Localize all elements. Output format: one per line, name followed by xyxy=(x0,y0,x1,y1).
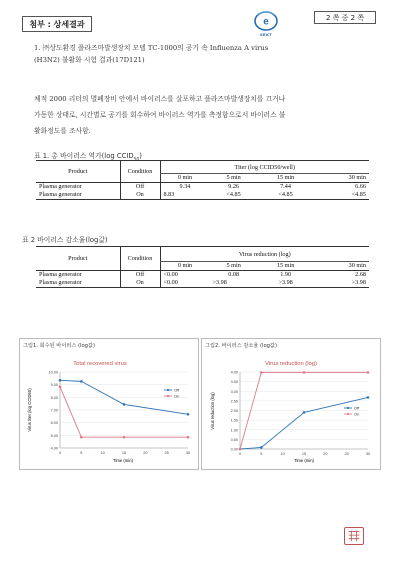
chart1-ytick-label: 8.00 xyxy=(50,395,58,400)
chart1-point-off xyxy=(123,403,126,406)
table2-time-header: 30 min xyxy=(348,262,366,270)
chart1-xtick-label: 10 xyxy=(100,451,105,455)
chart1-ytick-label: 5.00 xyxy=(50,433,58,438)
svg-text:e: e xyxy=(263,16,269,28)
chart2-ytick-label: 2.50 xyxy=(230,399,238,404)
body-line2: 가동한 상태로, 시간별로 공기를 회수하여 바이러스 역가를 측정함으로서 바이러스 불 xyxy=(34,111,286,119)
body-line3: 활화정도를 조사함. xyxy=(34,127,91,135)
krict-logo-icon xyxy=(253,8,279,34)
chart2-xtick-label: 10 xyxy=(280,452,285,456)
chart1-legend-label: Off xyxy=(174,387,180,393)
chart2-title: Virus reduction (log) xyxy=(265,361,317,367)
chart1-ytick-label: 6.00 xyxy=(50,421,58,426)
chart1-ytick-label: 7.00 xyxy=(50,408,58,413)
chart1-point-off xyxy=(187,413,190,416)
table-row xyxy=(36,279,369,288)
chart2-ylabel: Virus reduction (log) xyxy=(210,392,215,430)
chart2-point-on xyxy=(367,371,370,374)
chart1-title: Total recovered virus xyxy=(73,361,127,367)
table1-time-header: 15 min xyxy=(276,174,295,182)
table1-time-header: 0 min xyxy=(160,174,209,183)
logo-text: KRICT xyxy=(260,33,272,37)
body-line1: 체적 2000 리터의 멸폐장비 안에서 바이러스를 살포하고 플라즈마발생장치를 끄거나 xyxy=(34,95,286,103)
table2 xyxy=(36,246,369,288)
table2-cell-value: 0.08 xyxy=(228,271,240,278)
chart2-ytick-label: 1.50 xyxy=(230,418,238,423)
chart1-xtick-label: 5 xyxy=(80,451,83,455)
table2-cell-value: <0.00 xyxy=(160,270,210,279)
chart2-xtick-label: 20 xyxy=(323,452,328,456)
table2-time-header: 0 min xyxy=(160,262,210,271)
chart1-ylabel: Virus titer (log CCID50) xyxy=(27,388,32,432)
chart1-caption: 그림1. 회수된 바이러스 (log값) xyxy=(23,343,95,349)
chart2-legend-label: On xyxy=(354,411,360,417)
table1-group-header: Titer (log CCID50/well) xyxy=(160,161,369,174)
chart2-point-off xyxy=(367,396,370,399)
table1-header-condition: Condition xyxy=(120,161,160,183)
chart1-point-on xyxy=(187,436,190,439)
table2-caption: 표 2 바이러스 감소율(log값) xyxy=(22,236,108,244)
table1-cell-value: 9.26 xyxy=(228,183,239,190)
chart2-ytick-label: 3.00 xyxy=(230,389,238,394)
table1-time-header: 30 min xyxy=(348,174,366,182)
chart2-legend-label: Off xyxy=(354,405,360,411)
chart1-point-off xyxy=(80,380,83,383)
chart2-ytick-label: 2.00 xyxy=(230,409,238,413)
table1-cell-condition: On xyxy=(120,191,160,200)
table1-cell-product: Plasma generator xyxy=(39,183,82,190)
chart1-svg xyxy=(20,339,200,471)
table1-header-product: Product xyxy=(68,167,88,175)
table1-cell-product: Plasma generator xyxy=(39,191,82,198)
table2-cell-product: Plasma generator xyxy=(39,271,82,278)
chart1-point-on xyxy=(59,386,62,389)
chart2-ytick-label: 1.00 xyxy=(230,428,238,433)
table1-cell-value: 7.44 xyxy=(280,183,291,190)
chart2-xtick-label: 25 xyxy=(344,452,349,456)
chart1-legend-marker xyxy=(167,395,169,397)
chart1-series-on-line xyxy=(60,387,188,437)
chart1-xtick-label: 0 xyxy=(58,451,62,455)
chart2-legend-marker xyxy=(347,407,349,409)
chart2-point-on xyxy=(303,371,306,374)
chart1-point-on xyxy=(80,436,83,439)
table2-cell-value: 2.68 xyxy=(355,271,366,278)
chart2-point-on xyxy=(260,371,263,374)
official-seal-icon xyxy=(344,527,364,545)
table2-cell-condition: On xyxy=(120,279,160,288)
chart1-legend-marker xyxy=(167,389,169,391)
table2-group-header: Virus reduction (log) xyxy=(160,247,369,262)
chart1-xtick-label: 15 xyxy=(121,451,127,455)
chart1-xtick-label: 30 xyxy=(185,451,191,455)
table-row xyxy=(36,182,369,191)
chart1-ytick-label: 4.00 xyxy=(50,446,58,451)
table1-time-header: 5 min xyxy=(226,174,241,182)
table2-header-condition: Condition xyxy=(120,247,160,271)
chart2-xtick-label: 30 xyxy=(365,452,371,456)
chart1-point-on xyxy=(123,436,126,439)
table2-cell-value: >3.98 xyxy=(278,279,293,286)
table2-cell-value: >3.98 xyxy=(351,279,366,286)
chart2-ytick-label: 0.00 xyxy=(230,447,238,452)
chart1-ytick-label: 10.00 xyxy=(48,370,58,375)
chart1-panel xyxy=(19,338,199,470)
chart2-caption: 그림2. 바이러스 감소율 (log값) xyxy=(205,343,277,349)
section-heading-line2: (H3N2) 불활화 시험 결과(17D121) xyxy=(34,56,145,64)
chart2-point-off xyxy=(260,446,263,449)
table2-time-header: 15 min xyxy=(276,262,295,270)
chart2-xtick-label: 5 xyxy=(260,452,263,456)
chart2-series-off-line xyxy=(240,397,368,449)
chart1-ytick-label: 9.00 xyxy=(50,383,58,388)
chart1-xlabel: Time (min) xyxy=(113,458,133,463)
chart2-ytick-label: 0.50 xyxy=(230,437,238,442)
chart1-legend-label: On xyxy=(174,393,180,399)
attachment-label: 첨부 : 상세결과 xyxy=(22,16,92,32)
page-indicator: 2 쪽 중 2 쪽 xyxy=(314,11,376,24)
chart1-xtick-label: 20 xyxy=(143,451,148,455)
table-row xyxy=(36,191,369,200)
chart2-ytick-label: 4.00 xyxy=(230,370,238,375)
table-row xyxy=(36,270,369,279)
table1-cell-value: 8.83 xyxy=(160,191,209,200)
table1-cell-value: <4.85 xyxy=(278,191,293,198)
chart2-panel xyxy=(201,338,381,470)
table2-cell-product: Plasma generator xyxy=(39,279,82,286)
table2-cell-value: 1.90 xyxy=(280,271,292,278)
table1-cell-condition: Off xyxy=(120,182,160,191)
chart2-xtick-label: 0 xyxy=(238,452,242,456)
chart1-point-off xyxy=(59,379,62,382)
chart2-legend-marker xyxy=(347,413,349,415)
chart2-xlabel: Time (min) xyxy=(294,458,314,463)
table2-header-product: Product xyxy=(68,254,88,262)
chart2-xtick-label: 15 xyxy=(301,452,307,456)
chart2-ytick-label: 3.50 xyxy=(230,380,238,385)
table1 xyxy=(36,160,369,200)
table1-caption: 표 1. 총 바이러스 역가(log $CCID_{50}$) xyxy=(34,152,142,163)
table1-cell-value: 9.34 xyxy=(160,182,209,191)
table2-time-header: 5 min xyxy=(226,262,241,270)
chart1-xtick-label: 25 xyxy=(164,451,169,455)
table1-cell-value: <4.85 xyxy=(351,191,366,198)
table2-cell-value: >3.98 xyxy=(212,279,227,286)
table2-cell-condition: Off xyxy=(120,270,160,279)
section-heading-line1: 1. ㈜상도환경 플라즈마발생장치 모델 TC-1000의 공기 속 Influenza A virus xyxy=(34,44,269,52)
table1-cell-value: 6.66 xyxy=(355,183,366,190)
chart2-svg xyxy=(202,339,382,471)
chart2-point-off xyxy=(303,411,306,414)
table2-cell-value: <0.00 xyxy=(160,279,210,288)
table1-cell-value: <4.85 xyxy=(226,191,241,198)
chart2-point-on xyxy=(239,448,242,451)
